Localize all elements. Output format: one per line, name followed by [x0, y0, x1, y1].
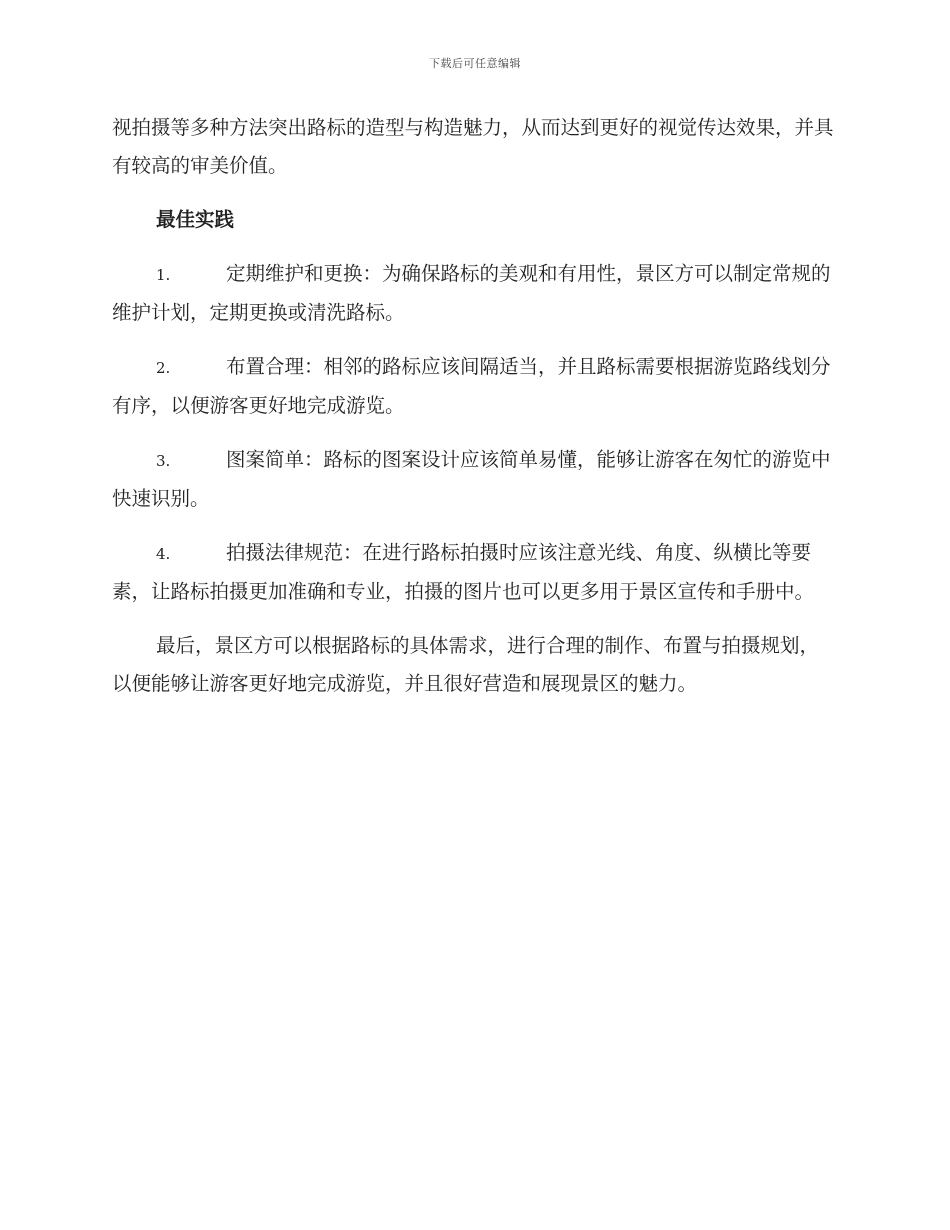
list-item-text: 拍摄法律规范：在进行路标拍摄时应该注意光线、角度、纵横比等要素，让路标拍摄更加准确和专业，拍摄的图片也可以更多用于景区宣传和手册中。	[112, 541, 815, 603]
list-item	[112, 348, 838, 425]
document-body	[112, 109, 838, 719]
list-item-number: 4.	[156, 545, 171, 563]
section-heading: 最佳实践	[156, 208, 235, 231]
header-note: 下载后可任意编辑	[429, 57, 521, 70]
intro-paragraph: 视拍摄等多种方法突出路标的造型与构造魅力，从而达到更好的视觉传达效果，并具有较高的审美价值。	[112, 116, 834, 177]
list-item-text: 布置合理：相邻的路标应该间隔适当，并且路标需要根据游览路线划分有序，以便游客更好地完成游览。	[112, 355, 831, 417]
list-item-number: 3.	[156, 452, 171, 470]
list-item-number: 1.	[156, 266, 171, 284]
list-item-number: 2.	[156, 359, 171, 377]
list-item	[112, 255, 838, 332]
list-item	[112, 441, 838, 518]
list-item-text: 图案简单：路标的图案设计应该简单易懂，能够让游客在匆忙的游览中快速识别。	[112, 448, 831, 510]
list-item-text: 定期维护和更换：为确保路标的美观和有用性，景区方可以制定常规的维护计划，定期更换或清洗路标。	[112, 262, 831, 324]
list-item	[112, 534, 838, 611]
conclusion-paragraph: 最后，景区方可以根据路标的具体需求，进行合理的制作、布置与拍摄规划，以便能够让游客更好地完成游览，并且很好营造和展现景区的魅力。	[112, 634, 820, 695]
